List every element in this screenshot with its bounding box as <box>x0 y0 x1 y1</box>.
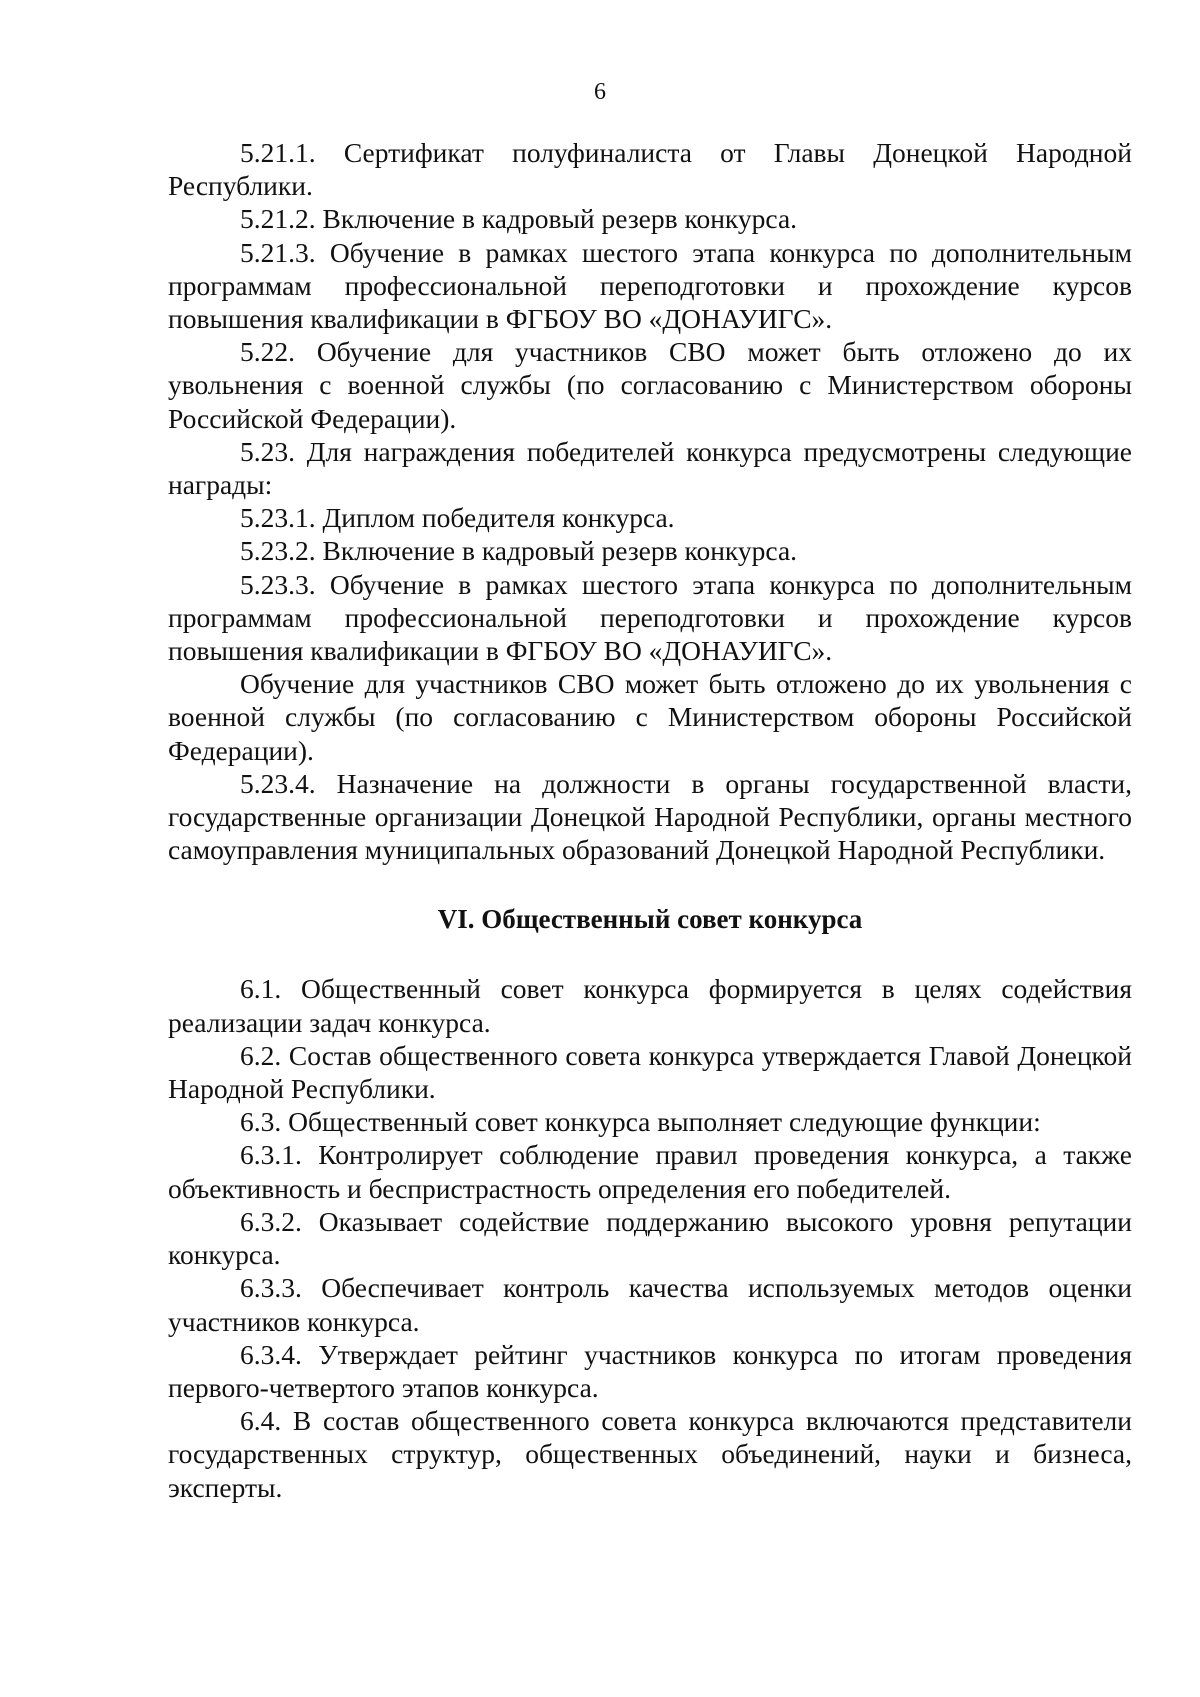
paragraph-6-1: 6.1. Общественный совет конкурса формируется в целях содействия реализации задач конкурса. <box>168 973 1132 1038</box>
paragraph-6-3-4: 6.3.4. Утверждает рейтинг участников конкурса по итогам проведения первого-четвертого этапов конкурса. <box>168 1338 1132 1403</box>
paragraph-5-21-3: 5.21.3. Обучение в рамках шестого этапа конкурса по дополнительным программам профессиональной переподготовки и прохождение курсов повышения квалификации в ФГБОУ ВО «ДОНАУИГС». <box>168 236 1132 335</box>
paragraph-6-3-2: 6.3.2. Оказывает содействие поддержанию высокого уровня репутации конкурса. <box>168 1205 1132 1271</box>
paragraph-5-21-1: 5.21.1. Сертификат полуфиналиста от Главы Донецкой Народной Республики. <box>168 137 1132 202</box>
document-body <box>168 136 1132 1504</box>
section-heading: VI. Общественный совет конкурса <box>437 904 863 935</box>
page-number: 6 <box>594 79 606 105</box>
paragraph-5-23-1: 5.23.1. Диплом победителя конкурса. <box>240 502 675 534</box>
paragraph-6-3-1: 6.3.1. Контролирует соблюдение правил проведения конкурса, а также объективность и беспристрастность определения его победителей. <box>168 1139 1132 1204</box>
paragraph-5-21-2: 5.21.2. Включение в кадровый резерв конкурса. <box>240 203 798 235</box>
paragraph-5-23-3: 5.23.3. Обучение в рамках шестого этапа конкурса по дополнительным программам профессиональной переподготовки и прохождение курсов повышения квалификации в ФГБОУ ВО «ДОНАУИГС». <box>168 568 1132 667</box>
paragraph-5-22: 5.22. Обучение для участников СВО может быть отложено до их увольнения с военной службы (по согласованию с Министерством обороны Российской Федерации). <box>168 336 1132 434</box>
paragraph-6-4: 6.4. В состав общественного совета конкурса включаются представители государственных структур, общественных объединений, науки и бизнеса, эксперты. <box>168 1405 1132 1503</box>
paragraph-5-23-4: 5.23.4. Назначение на должности в органы государственной власти, государственные организации Донецкой Народной Республики, органы местного самоуправления муниципальных образований Донецкой Народной Республики. <box>168 767 1132 866</box>
paragraph-6-3: 6.3. Общественный совет конкурса выполняет следующие функции: <box>240 1106 1041 1138</box>
paragraph-6-2: 6.2. Состав общественного совета конкурса утверждается Главой Донецкой Народной Республики. <box>168 1039 1132 1105</box>
paragraph-5-23-2: 5.23.2. Включение в кадровый резерв конкурса. <box>240 535 798 567</box>
paragraph-svo-note: Обучение для участников СВО может быть отложено до их увольнения с военной службы (по согласованию с Министерством обороны Российской Федерации). <box>168 668 1132 766</box>
paragraph-5-23: 5.23. Для награждения победителей конкурса предусмотрены следующие награды: <box>168 435 1132 501</box>
paragraph-6-3-3: 6.3.3. Обеспечивает контроль качества используемых методов оценки участников конкурса. <box>168 1272 1132 1337</box>
